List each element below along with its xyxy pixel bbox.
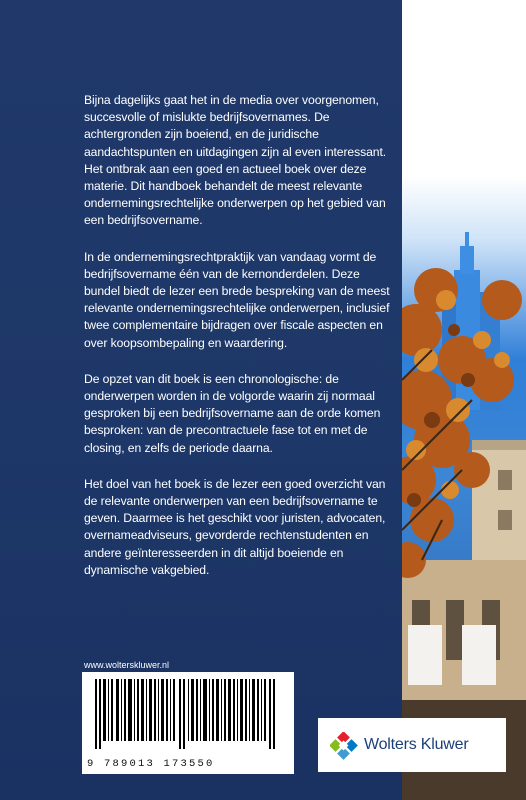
city-autumn-photo	[402, 0, 526, 800]
isbn-number: 9 789013 173550	[87, 758, 215, 770]
blurb-paragraph-3: De opzet van dit boek is een chronologische: de onderwerpen worden in de volgorde waarin zij normaal gesproken bij een bedrijfsovername aan de orde komen besproken: van de precontractuele fase tot en met de closing, en zelfs de periode daarna.	[84, 371, 381, 455]
wolters-kluwer-logo-icon	[330, 732, 358, 760]
blurb-paragraph-1: Bijna dagelijks gaat het in de media over voorgenomen, succesvolle of mislukte bedrijfsovernames. De achtergronden zijn boeiend, en de juridische aandachtspunten en uitdagingen zijn al even interessant. Het ontbrak aan een goed en actueel boek over deze materie. Dit handboek behandelt de meest relevante ondernemingsrechtelijke onderwerpen op het gebied van een bedrijfsovername.	[84, 93, 387, 228]
publisher-website: www.wolterskluwer.nl	[84, 660, 170, 670]
isbn-barcode	[82, 672, 294, 774]
cover-photo	[402, 0, 526, 800]
barcode-bars	[95, 679, 281, 749]
blurb-paragraph-4: Het doel van het boek is de lezer een goed overzicht van de relevante onderwerpen van een bedrijfsovername te geven. Daarmee is het geschikt voor juristen, advocaten, overnameadviseurs, gevorderde rechtenstudenten en andere geïnteresseerden in dit altijd boeiende en dynamische vakgebied.	[84, 476, 386, 577]
publisher-logo-panel	[318, 718, 506, 772]
blurb-text	[84, 92, 398, 598]
blurb-paragraph-2: In de ondernemingsrechtpraktijk van vandaag vormt de bedrijfsovername één van de kernonderdelen. Deze bundel biedt de lezer een brede bespreking van de meest relevante ondernemingsrechtelijke onderwerpen, inclusief twee complementaire bijdragen over fiscale aspecten en over koopsombepaling en waardering.	[84, 249, 390, 350]
publisher-name: Wolters Kluwer	[364, 736, 469, 753]
